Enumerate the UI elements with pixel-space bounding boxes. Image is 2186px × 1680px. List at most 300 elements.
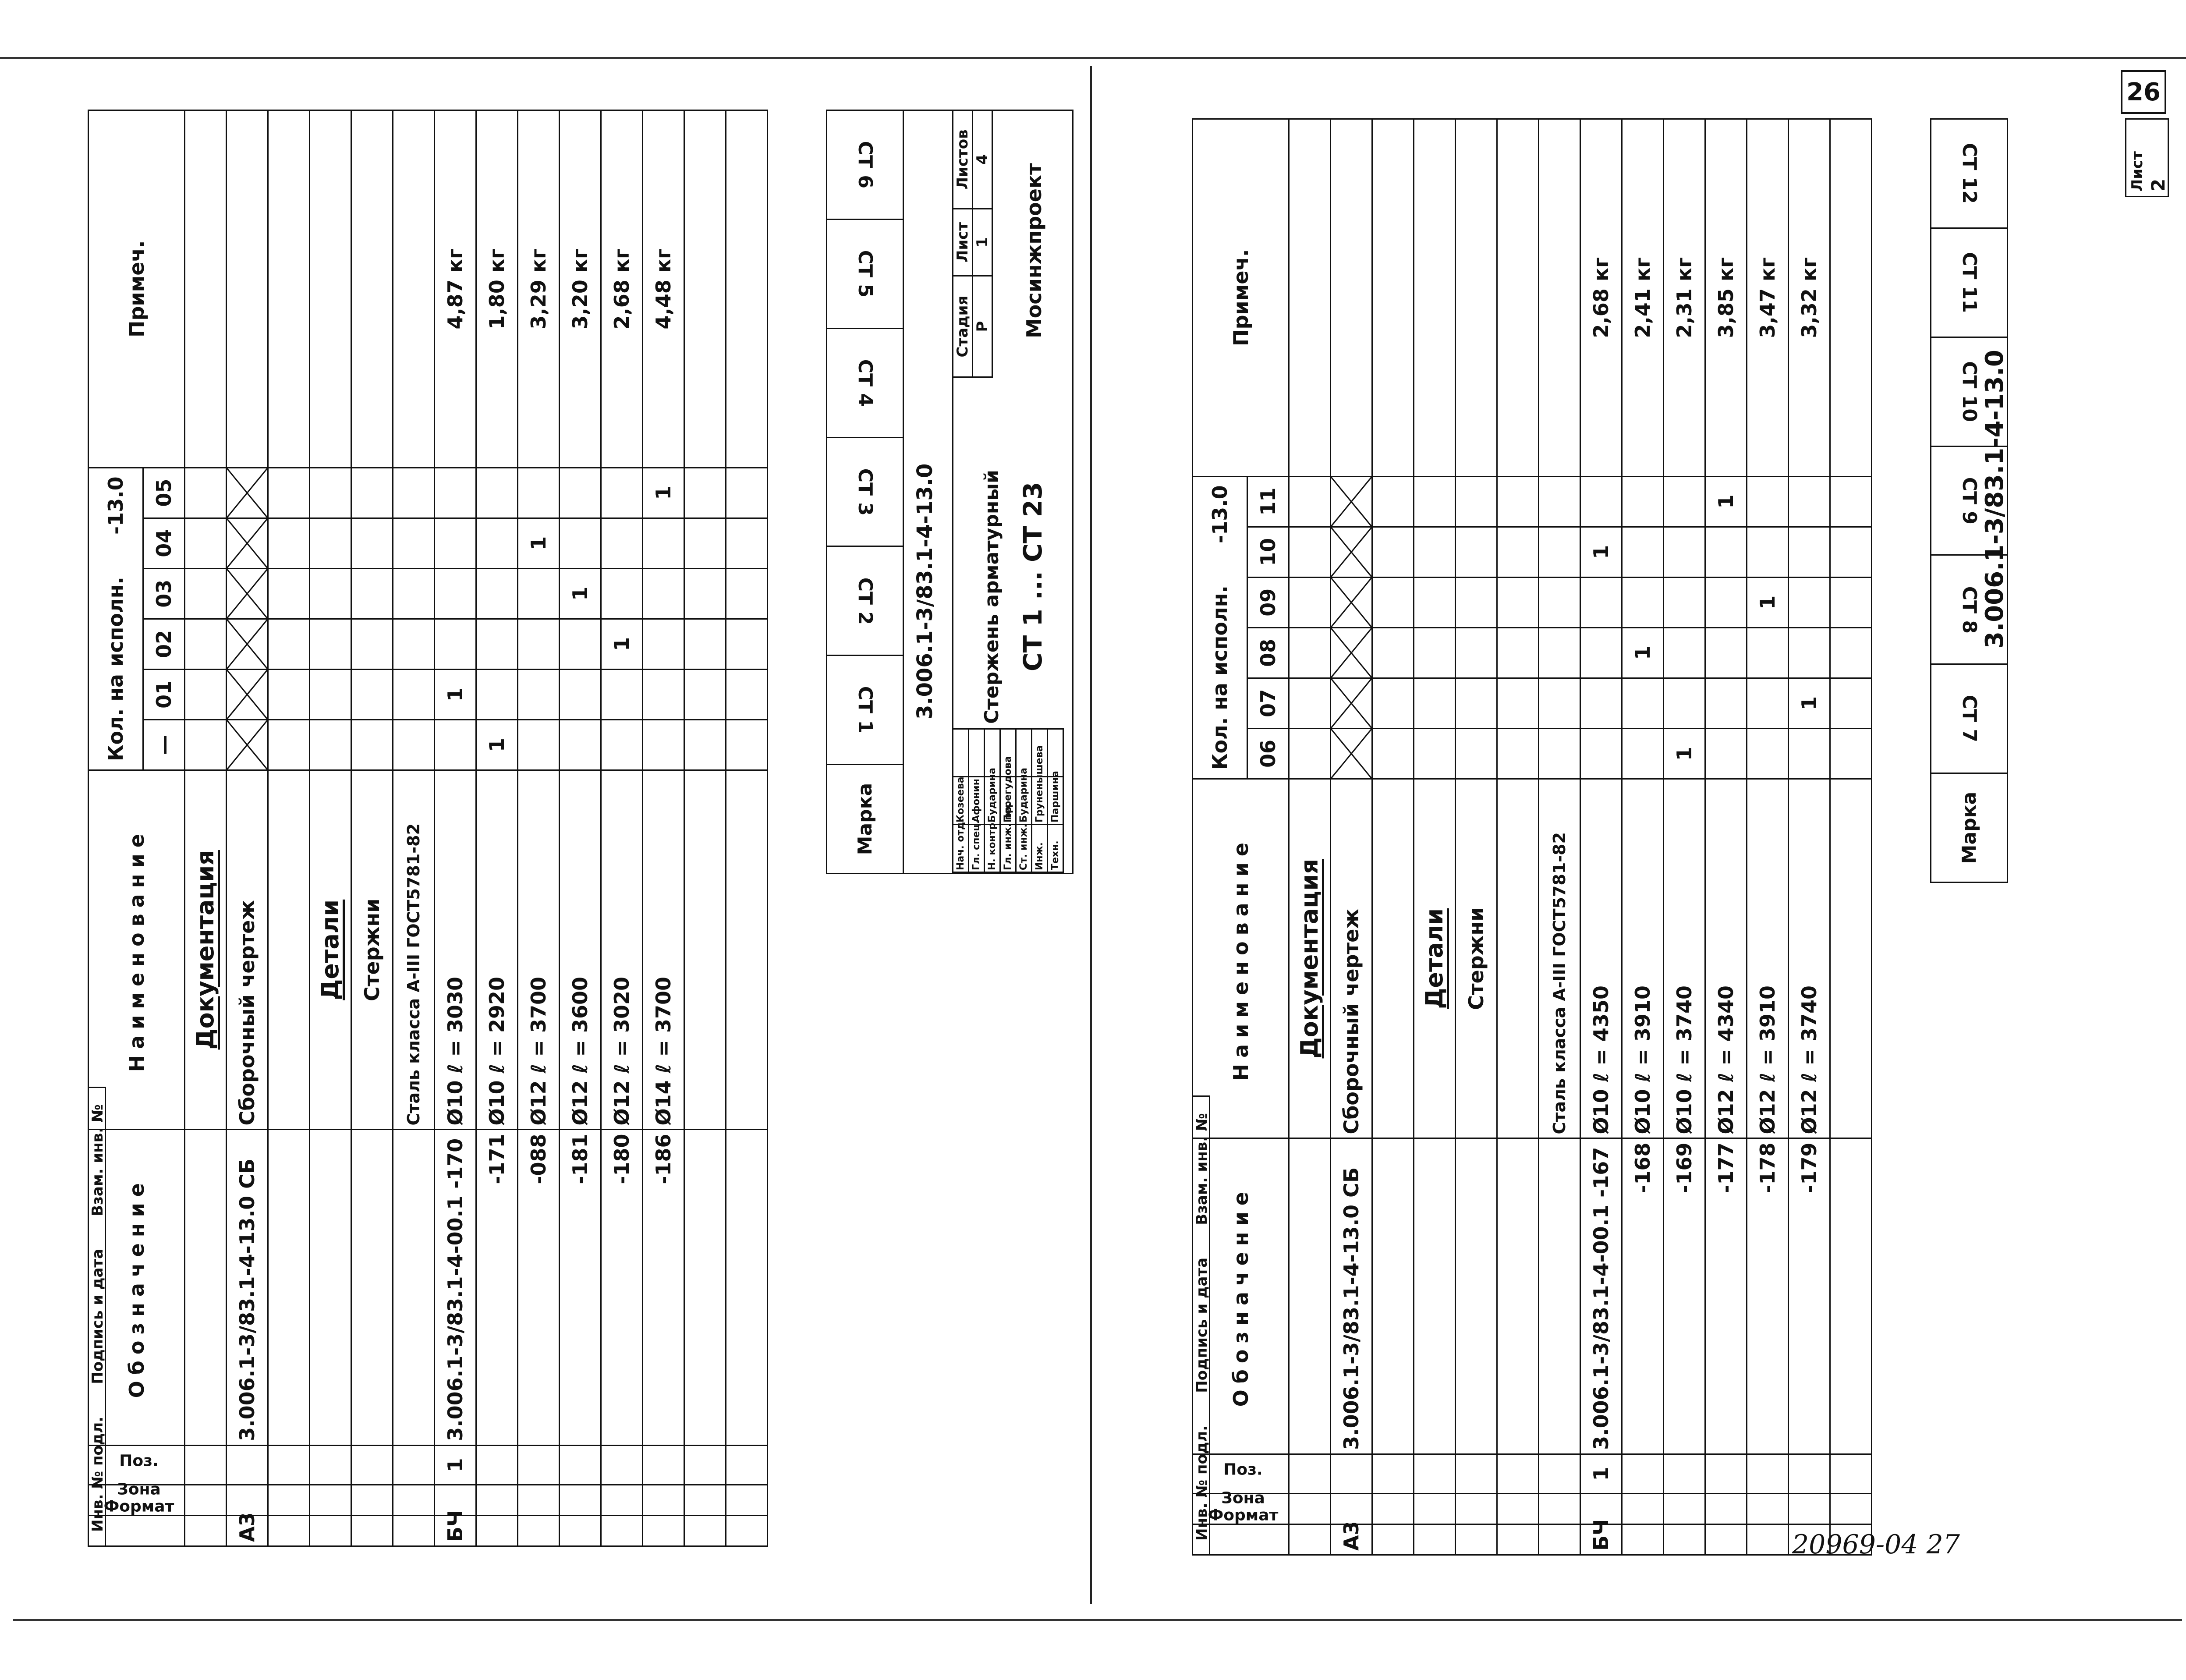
cell-qty [1372,476,1414,527]
cell-qty [726,518,768,568]
cell-qty [1331,527,1372,577]
header-pos: Поз. [89,1445,185,1485]
exec-col-header: 03 [143,568,185,619]
cell-qty [1747,627,1789,678]
organization: Мосинжпроект [1022,163,1046,338]
cell-qty [1289,476,1331,527]
cell-format [268,1515,310,1546]
signature-role: Н. контр. [985,825,1000,872]
cell-name: Ø12 ℓ = 3700 [518,770,560,1129]
cross-mark-icon [1331,528,1371,577]
spec-row [1372,119,1414,1555]
cell-qty: 1 [643,468,684,518]
header-pos: Поз. [1193,1454,1289,1493]
marka-row [827,110,903,874]
signature-role: Ст. инж. [1016,825,1032,872]
sheet-header: Лист [953,209,973,276]
marka-value: СТ 7 [1958,695,1981,743]
cell-zone [185,1485,227,1515]
cell-qty [185,619,227,669]
cell-qty [1705,627,1747,678]
spec-row [393,110,435,1546]
cell-qty [684,719,726,770]
cell-qty [1456,678,1497,728]
cell-name: Сборочный чертеж [227,770,268,1129]
spec-row [1622,119,1664,1555]
cell-pos [476,1445,518,1485]
cell-zone [1372,1493,1414,1524]
cell-qty [1289,627,1331,678]
signature-name: Афонин [969,777,985,825]
cell-qty [1664,527,1705,577]
cell-zone [601,1485,643,1515]
cell-qty [227,719,268,770]
cell-format [351,1515,393,1546]
cell-qty [1580,627,1622,678]
marka-value: СТ 2 [854,577,876,625]
cell-name: Детали [310,770,351,1129]
cell-format [1539,1524,1580,1555]
cell-format: А3 [227,1515,268,1546]
signature-row [1048,729,1063,872]
cell-pos [518,1445,560,1485]
cell-designation [268,1130,310,1445]
cell-pos [1414,1454,1456,1493]
spec-row [601,110,643,1546]
cell-pos [1747,1454,1789,1493]
spec-row [310,110,351,1546]
cell-qty [310,669,351,719]
cell-pos [227,1445,268,1485]
title-name: Стержень арматурный [981,470,1003,724]
cell-qty [310,619,351,669]
cell-designation: -171 [476,1130,518,1445]
signature-name: Паршина [1048,777,1063,825]
cell-qty [1622,476,1664,527]
spec-row [518,110,560,1546]
cell-qty [1289,678,1331,728]
cell-designation [351,1130,393,1445]
cell-qty [227,518,268,568]
cell-qty [393,568,435,619]
cell-note: 3,20 кг [560,110,601,468]
cell-qty [310,719,351,770]
cell-zone [1747,1493,1789,1524]
cell-qty: 1 [435,669,476,719]
cell-qty [268,468,310,518]
cell-qty [560,669,601,719]
cell-note: 4,87 кг [435,110,476,468]
marka-cell [827,328,903,437]
cell-format [1414,1524,1456,1555]
cell-qty: 1 [601,619,643,669]
cell-note: 2,68 кг [1580,119,1622,477]
cell-qty [185,669,227,719]
cell-designation [1497,1138,1539,1454]
right-sheet-code: 3.006.1-3/83.1-4-13.0 [1981,350,2009,649]
cell-designation: 3.006.1-3/83.1-4-00.1 -167 [1580,1138,1622,1454]
signature-name: Козеева [953,777,969,825]
cell-qty [1539,476,1580,527]
marka-value: СТ 10 [1958,361,1981,422]
stage-header: Стадия [953,276,973,377]
header-qty-group: Кол. на исполн. -13.0 [1193,476,1247,779]
cell-qty [1664,678,1705,728]
cell-zone [1289,1493,1331,1524]
cell-qty: 1 [1664,728,1705,779]
cell-designation: 3.006.1-3/83.1-4-13.0 СБ [1331,1138,1372,1454]
cell-qty [268,619,310,669]
cell-zone [1456,1493,1497,1524]
strip-label: Инв. № подл. [89,1416,106,1532]
cell-qty [601,518,643,568]
cell-format [1289,1524,1331,1555]
cell-qty [1705,728,1747,779]
cell-qty [310,568,351,619]
cell-name: Документация [185,770,227,1129]
cell-qty [1414,476,1456,527]
cell-qty [1747,527,1789,577]
cell-pos [1289,1454,1331,1493]
cell-pos: 1 [1580,1454,1622,1493]
cell-qty [1414,728,1456,779]
cell-designation: 3.006.1-3/83.1-4-00.1 -170 [435,1130,476,1445]
spec-row [1830,119,1872,1555]
cell-designation [185,1130,227,1445]
cell-qty [351,669,393,719]
marka-value: СТ 1 [854,686,876,734]
header-zone: Зона [89,1485,185,1515]
exec-col-header: 04 [143,518,185,568]
marka-value: СТ 12 [1958,143,1981,204]
right-sheet [1091,0,2186,1680]
cell-qty [684,619,726,669]
exec-col-header: 05 [143,468,185,518]
spec-row [268,110,310,1546]
cell-qty [435,518,476,568]
cell-format [310,1515,351,1546]
cell-zone [1331,1493,1372,1524]
cell-qty [1789,728,1830,779]
cell-qty [435,619,476,669]
exec-col-header: 08 [1247,627,1289,678]
signature-name: Бударина [1016,777,1032,825]
page-number: 26 [2121,70,2166,114]
cell-qty [1622,678,1664,728]
cell-qty [1830,627,1872,678]
cell-qty [185,568,227,619]
header-name: Наименование [89,770,185,1129]
cell-name: Ø12 ℓ = 3600 [560,770,601,1129]
cell-qty [1622,728,1664,779]
cell-zone [643,1485,684,1515]
exec-col-header: 11 [1247,476,1289,527]
cell-note: 4,48 кг [643,110,684,468]
cell-qty [1331,728,1372,779]
cell-name: Ø10 ℓ = 2920 [476,770,518,1129]
cell-note [1456,119,1497,477]
cell-qty [1705,527,1747,577]
cell-note [185,110,227,468]
marka-cell [827,219,903,328]
cell-note [310,110,351,468]
cell-pos [1705,1454,1747,1493]
sheets-header: Листов [953,110,973,209]
sheet-number-box [2125,118,2169,197]
cell-designation: -186 [643,1130,684,1445]
cell-name [684,770,726,1129]
cell-zone [518,1485,560,1515]
header-designation: Обозначение [89,1130,185,1445]
cell-qty [476,568,518,619]
stage-table [952,110,993,378]
cell-qty [1539,577,1580,627]
cell-name [1497,779,1539,1138]
marka-value: СТ 11 [1958,252,1981,313]
spec-row [185,110,227,1546]
cell-qty [1705,577,1747,627]
cell-zone [1414,1493,1456,1524]
cell-qty [1331,678,1372,728]
cell-note: 2,68 кг [601,110,643,468]
cell-name: Стержни [1456,779,1497,1138]
cell-format [1664,1524,1705,1555]
cell-qty [1789,476,1830,527]
cell-qty [435,719,476,770]
cross-mark-icon [227,720,267,769]
cell-qty [268,568,310,619]
cell-qty: 1 [518,518,560,568]
cell-zone [476,1485,518,1515]
cell-pos [684,1445,726,1485]
cell-qty [1497,577,1539,627]
header-note: Примеч. [1193,119,1289,477]
sheet-value: 1 [973,209,992,276]
cell-qty [1456,728,1497,779]
cell-zone [227,1485,268,1515]
exec-col-header: 02 [143,619,185,669]
cell-format [1456,1524,1497,1555]
cell-zone [1622,1493,1664,1524]
spec-table-right [1192,118,1872,1556]
cell-name: Документация [1289,779,1331,1138]
cell-qty: 1 [1789,678,1830,728]
sheets-value: 4 [973,110,992,209]
cell-format [684,1515,726,1546]
spec-row [684,110,726,1546]
spec-row [560,110,601,1546]
cell-pos [310,1445,351,1485]
exec-col-header: 09 [1247,577,1289,627]
cell-zone [1789,1493,1830,1524]
marka-value: СТ 4 [854,359,876,407]
signature-mark [1048,729,1063,777]
title-code: 3.006.1-3/83.1-4-13.0 [913,463,937,719]
spec-row [1289,119,1331,1555]
cell-designation [310,1130,351,1445]
cell-qty: 1 [1747,577,1789,627]
cell-name: Стержни [351,770,393,1129]
cell-name [1830,779,1872,1138]
exec-col-header: 10 [1247,527,1289,577]
cell-name [1372,779,1414,1138]
spec-row [643,110,684,1546]
cell-qty [1789,527,1830,577]
marka-label: Марка [1931,773,2008,883]
cell-designation: -169 [1664,1138,1705,1454]
cell-designation: -181 [560,1130,601,1445]
right-sheet-content [1192,118,2173,1556]
signature-mark [969,729,985,777]
spec-row [1747,119,1789,1555]
cell-name: Ø14 ℓ = 3700 [643,770,684,1129]
cell-qty: 1 [1580,527,1622,577]
cell-qty [1331,577,1372,627]
cell-format: БЧ [435,1515,476,1546]
cell-format [643,1515,684,1546]
sheet-label: Лист [2129,151,2146,191]
cell-pos [601,1445,643,1485]
cell-zone [726,1485,768,1515]
cell-qty [1580,678,1622,728]
cell-qty [684,468,726,518]
spec-row [476,110,518,1546]
signature-row [953,729,969,872]
cell-qty [1497,476,1539,527]
spec-row [435,110,476,1546]
spec-table-left [88,110,768,1547]
cell-qty [560,719,601,770]
marka-cell [827,437,903,546]
header-format: Формат [89,1515,185,1546]
cell-note [1830,119,1872,477]
cell-qty [1414,527,1456,577]
cross-mark-icon [227,468,267,517]
cell-qty [268,669,310,719]
cell-qty [351,518,393,568]
cell-qty [1705,678,1747,728]
cell-qty [476,518,518,568]
marka-value: СТ 3 [854,468,876,516]
signature-row [1032,729,1048,872]
cell-qty [351,568,393,619]
signature-name: Бударина [985,777,1000,825]
left-sheet [0,0,1091,1680]
cell-qty [1497,728,1539,779]
cell-format [1705,1524,1747,1555]
signature-role: Гл. спец. [969,825,985,872]
cell-zone [560,1485,601,1515]
cell-qty [227,669,268,719]
marka-value: СТ 6 [854,141,876,189]
marka-value: СТ 5 [854,250,876,298]
signature-role: Техн. [1048,825,1063,872]
cell-format [560,1515,601,1546]
cell-qty [643,669,684,719]
cell-zone [1664,1493,1705,1524]
cell-qty: 1 [476,719,518,770]
cell-qty [1539,627,1580,678]
cross-mark-icon [227,519,267,568]
cell-qty [1539,527,1580,577]
spec-row [1456,119,1497,1555]
cell-format: А3 [1331,1524,1372,1555]
cell-qty [726,619,768,669]
cell-qty [268,518,310,568]
cell-format [601,1515,643,1546]
cell-note [268,110,310,468]
cell-note [351,110,393,468]
cell-note: 3,47 кг [1747,119,1789,477]
cell-designation [684,1130,726,1445]
cell-qty [684,568,726,619]
cell-qty [518,719,560,770]
inventory-strip-left [88,1087,106,1547]
spec-row [227,110,268,1546]
cell-pos [1497,1454,1539,1493]
cross-mark-icon [1331,628,1371,677]
cell-designation: -179 [1789,1138,1830,1454]
cell-qty [476,468,518,518]
cell-designation: -168 [1622,1138,1664,1454]
cell-qty [1497,627,1539,678]
cell-qty [393,619,435,669]
cell-name: Сборочный чертеж [1331,779,1372,1138]
cell-designation: -088 [518,1130,560,1445]
marka-value: СТ 9 [1958,477,1981,525]
cell-zone [1830,1493,1872,1524]
header-zone: Зона [1193,1493,1289,1524]
cell-designation [1456,1138,1497,1454]
cell-zone [351,1485,393,1515]
cell-qty [518,669,560,719]
cell-qty [268,719,310,770]
cell-qty [1372,527,1414,577]
spec-row [1331,119,1372,1555]
cell-note [1497,119,1539,477]
signature-row [1016,729,1032,872]
cell-note [1289,119,1331,477]
cell-name: Ø10 ℓ = 3910 [1622,779,1664,1138]
exec-col-header: 06 [1247,728,1289,779]
spec-row [1664,119,1705,1555]
cell-pos [185,1445,227,1485]
cell-qty [1497,678,1539,728]
cell-qty [726,468,768,518]
marka-table-left [826,110,904,874]
cell-designation: -177 [1705,1138,1747,1454]
spec-row [1539,119,1580,1555]
cell-qty [1414,577,1456,627]
cell-qty [393,669,435,719]
cell-designation [1414,1138,1456,1454]
cell-zone [310,1485,351,1515]
cell-qty [601,468,643,518]
spec-row [1580,119,1622,1555]
cell-designation [1372,1138,1414,1454]
cell-qty [1372,678,1414,728]
cell-qty [1664,627,1705,678]
cell-name: Ø10 ℓ = 3030 [435,770,476,1129]
cell-qty [1289,577,1331,627]
cell-qty [1789,627,1830,678]
cell-pos [1664,1454,1705,1493]
cell-qty [1830,678,1872,728]
cell-note [1331,119,1372,477]
signature-row [969,729,985,872]
cell-qty [185,719,227,770]
cell-zone [268,1485,310,1515]
